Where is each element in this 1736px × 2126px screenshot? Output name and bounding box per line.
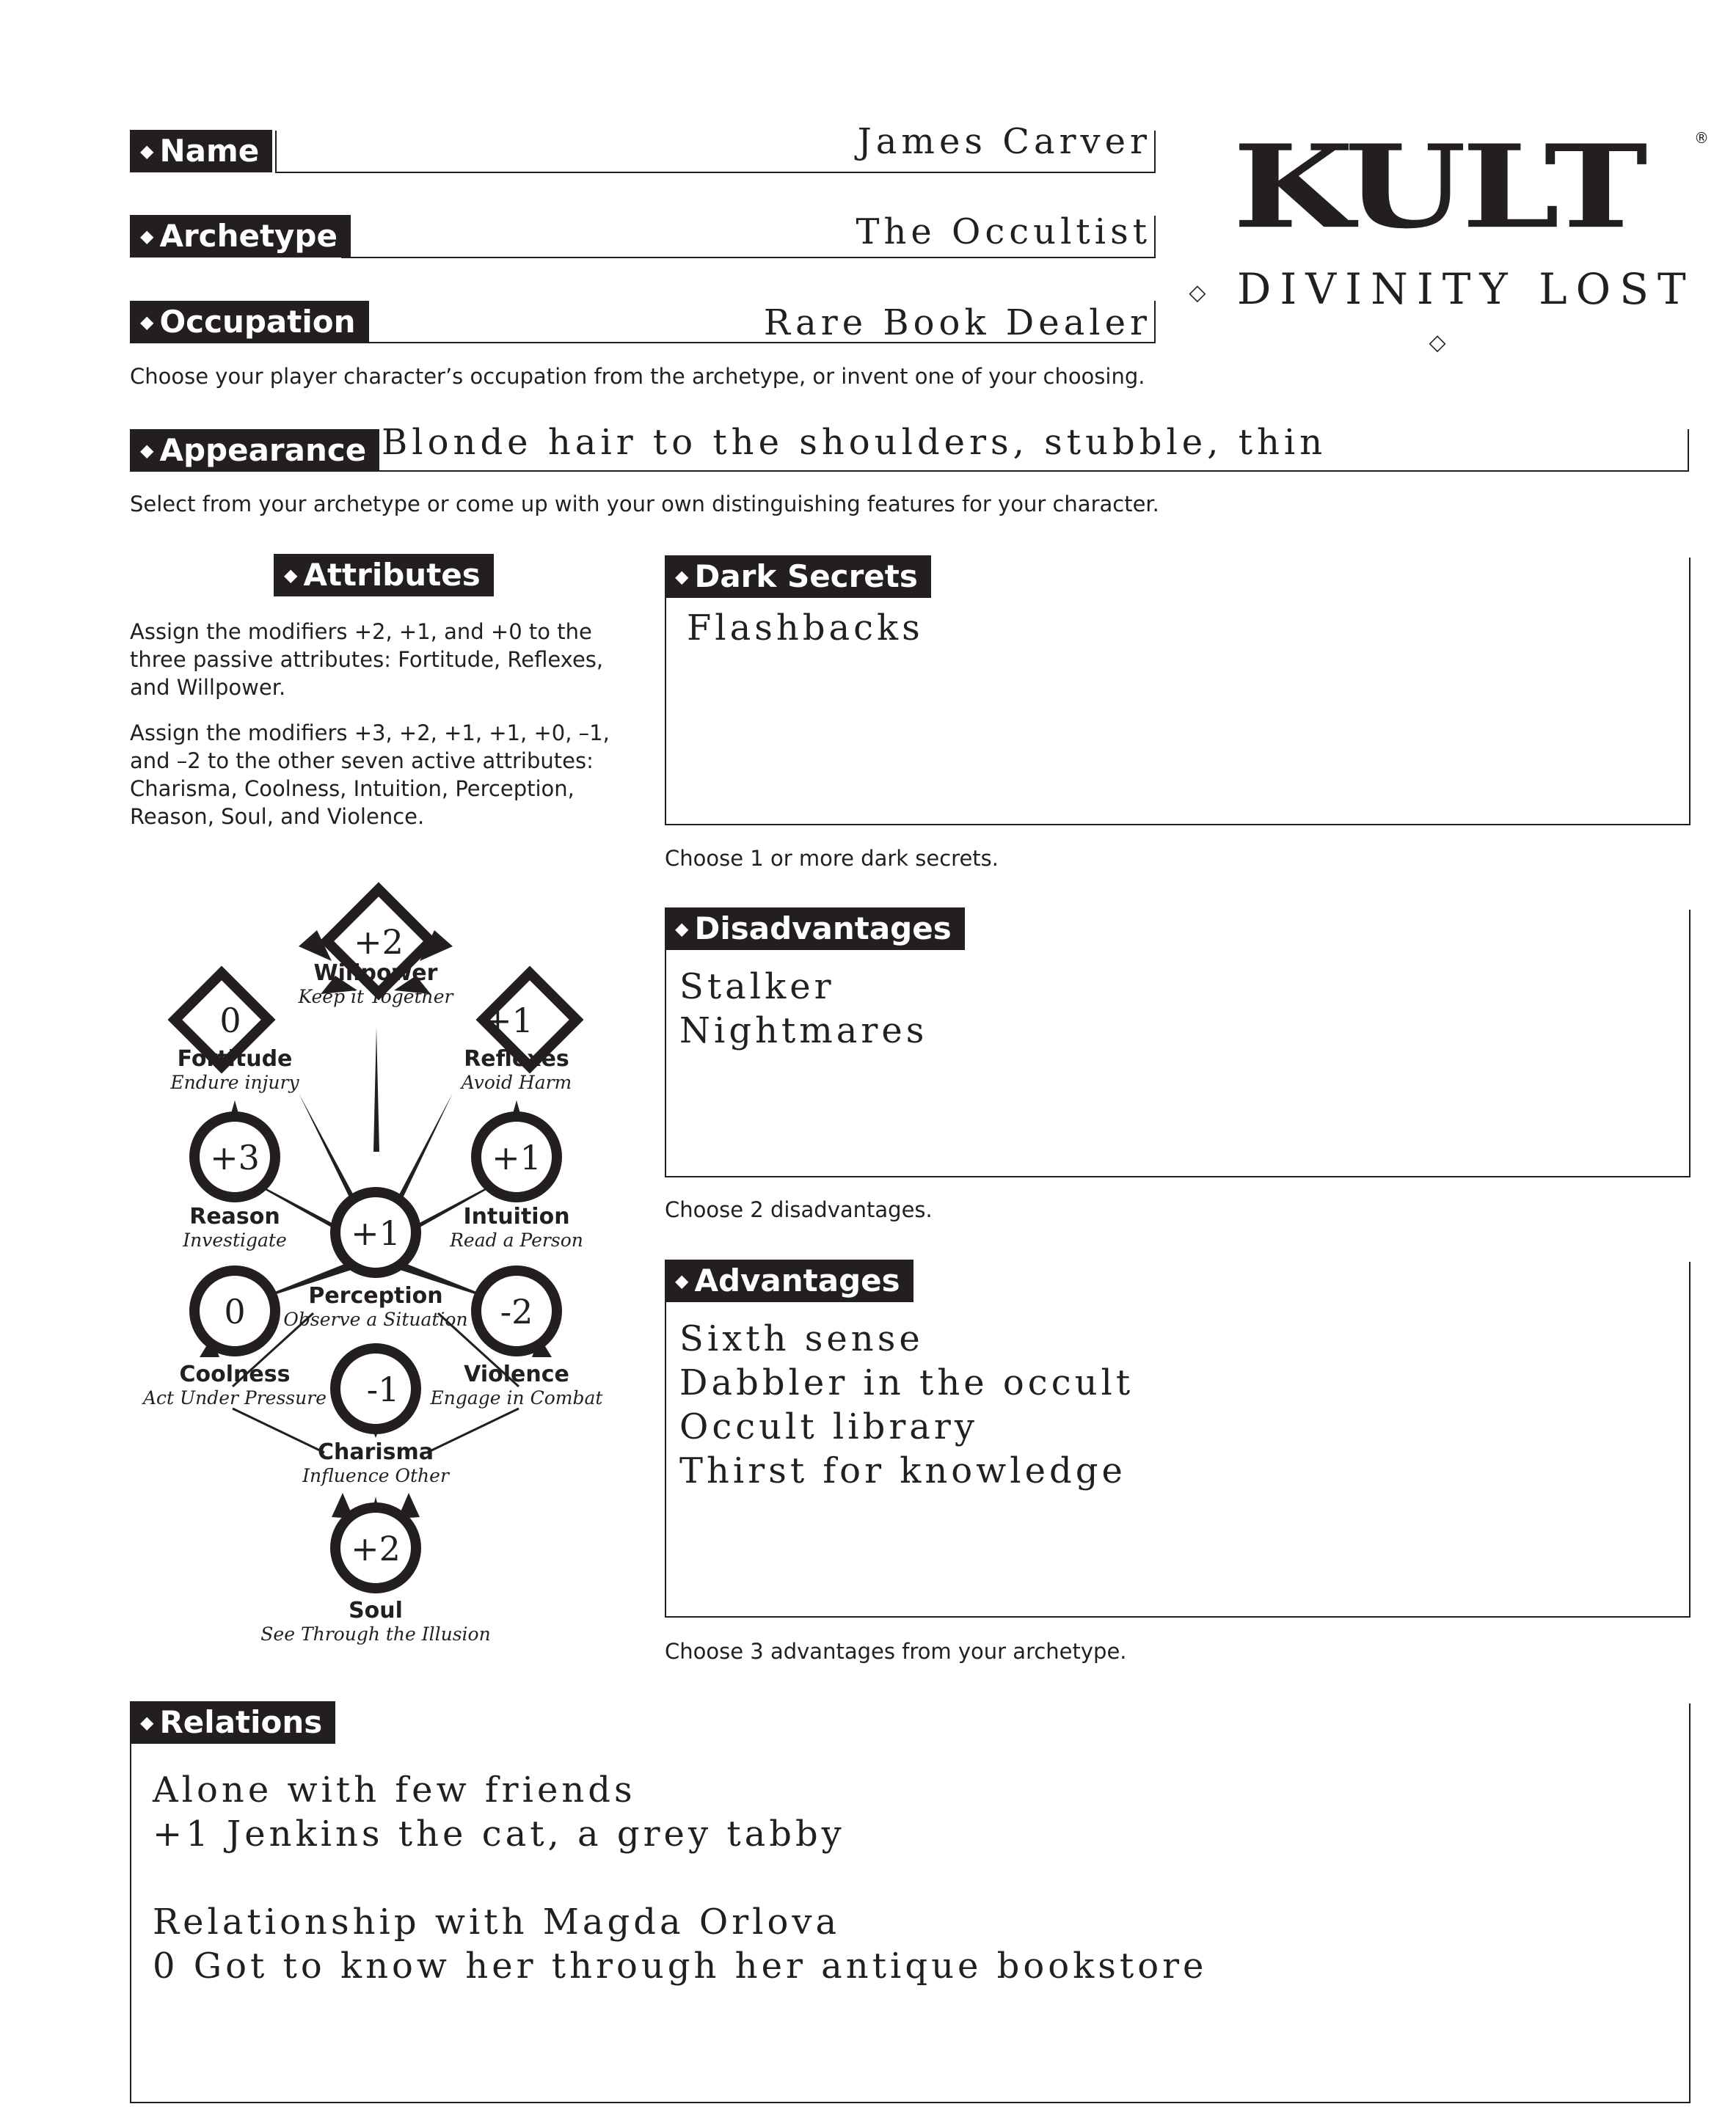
appearance-value: Blonde hair to the shoulders, stubble, thin [382,422,1327,463]
logo-title: KULT [1233,120,1644,255]
attributes-instructions-passive: Assign the modifiers +2, +1, and +0 to the three passive attributes: Fortitude, Reflexes, and Willpower. [130,619,604,700]
intuition-value: +1 [492,1138,541,1177]
reason-sub: Investigate [183,1230,287,1251]
soul-node[interactable] [335,1508,416,1588]
dark-secrets-label: ◆ Dark Secrets [665,555,931,598]
charisma-sub: Influence Other [302,1465,449,1486]
archetype-label: ◆ Archetype [130,215,351,257]
perception-sub: Observe a Situation [283,1309,468,1330]
violence-name: Violence [464,1362,569,1387]
reflexes-sub: Avoid Harm [461,1072,572,1093]
violence-node[interactable] [476,1271,557,1351]
diamond-icon: ◇ [1189,280,1215,306]
name-value: James Carver [857,121,1151,162]
advantages-label: ◆ Advantages [665,1260,913,1302]
reflexes-value: +1 [484,1001,533,1040]
attribute-diagram [130,844,658,1658]
name-label: ◆ Name [130,130,272,172]
soul-sub: See Through the Illusion [260,1623,491,1645]
coolness-name: Coolness [179,1362,291,1387]
perception-value: +1 [351,1213,401,1253]
relations-label: ◆ Relations [130,1701,335,1744]
perception-node[interactable] [335,1192,416,1273]
charisma-name: Charisma [317,1439,434,1465]
intuition-node[interactable] [476,1117,557,1197]
dark-secrets-hint: Choose 1 or more dark secrets. [665,846,999,871]
disadvantages-hint: Choose 2 disadvantages. [665,1197,933,1222]
willpower-sub: Keep it Together [298,986,453,1007]
appearance-label: ◆ Appearance [130,429,379,472]
appearance-hint: Select from your archetype or come up with your own distinguishing features for your character. [130,492,1159,516]
attributes-instructions-active: Assign the modifiers +3, +2, +1, +1, +0, –1, and –2 to the other seven active attributes: Charisma, Coolness, Intuition, Perception, Reason, Soul, and Violence. [130,720,610,829]
occupation-label: ◆ Occupation [130,301,369,343]
willpower-value: +2 [354,922,404,962]
reflexes-name: Reflexes [464,1046,569,1072]
soul-value: +2 [351,1529,401,1568]
coolness-value: 0 [224,1292,246,1332]
kult-logo [1170,117,1713,356]
coolness-node[interactable] [194,1271,275,1351]
disadvantages-entries: Stalker Nightmares [679,966,928,1051]
archetype-value: The Occultist [856,211,1151,252]
reason-value: +3 [210,1138,260,1177]
diamond-icon: ◇ [1429,329,1455,356]
advantages-entries: Sixth sense Dabbler in the occult Occult library Thirst for knowledge [679,1318,1134,1491]
disadvantages-label: ◆ Disadvantages [665,907,965,950]
violence-sub: Engage in Combat [430,1387,603,1409]
relations-entries: Alone with few friends +1 Jenkins the cat, a grey tabby Relationship with Magda Orlova 0 Got to know her through her antique bookstore [153,1769,1208,1987]
fortitude-sub: Endure injury [170,1072,299,1093]
reason-node[interactable] [194,1117,275,1197]
advantages-hint: Choose 3 advantages from your archetype. [665,1639,1127,1664]
soul-name: Soul [349,1598,403,1623]
intuition-name: Intuition [463,1204,570,1230]
logo-registered-mark: ® [1694,129,1709,147]
charisma-value: -1 [366,1370,400,1409]
occupation-value: Rare Book Dealer [763,302,1151,343]
occupation-hint: Choose your player character’s occupation from the archetype, or invent one of your choosing. [130,364,1145,389]
willpower-name: Willpower [313,960,438,986]
violence-value: -2 [500,1292,533,1332]
fortitude-value: 0 [219,1001,241,1040]
fortitude-name: Fortitude [177,1046,293,1072]
dark-secrets-entries: Flashbacks [687,607,924,649]
logo-subtitle: ◇ DIVINITY LOST ◇ [1189,264,1695,356]
perception-name: Perception [308,1283,443,1309]
coolness-sub: Act Under Pressure [143,1387,327,1409]
attributes-label: ◆ Attributes [274,554,494,596]
intuition-sub: Read a Person [450,1230,583,1251]
charisma-node[interactable] [335,1348,416,1429]
reason-name: Reason [189,1204,280,1230]
